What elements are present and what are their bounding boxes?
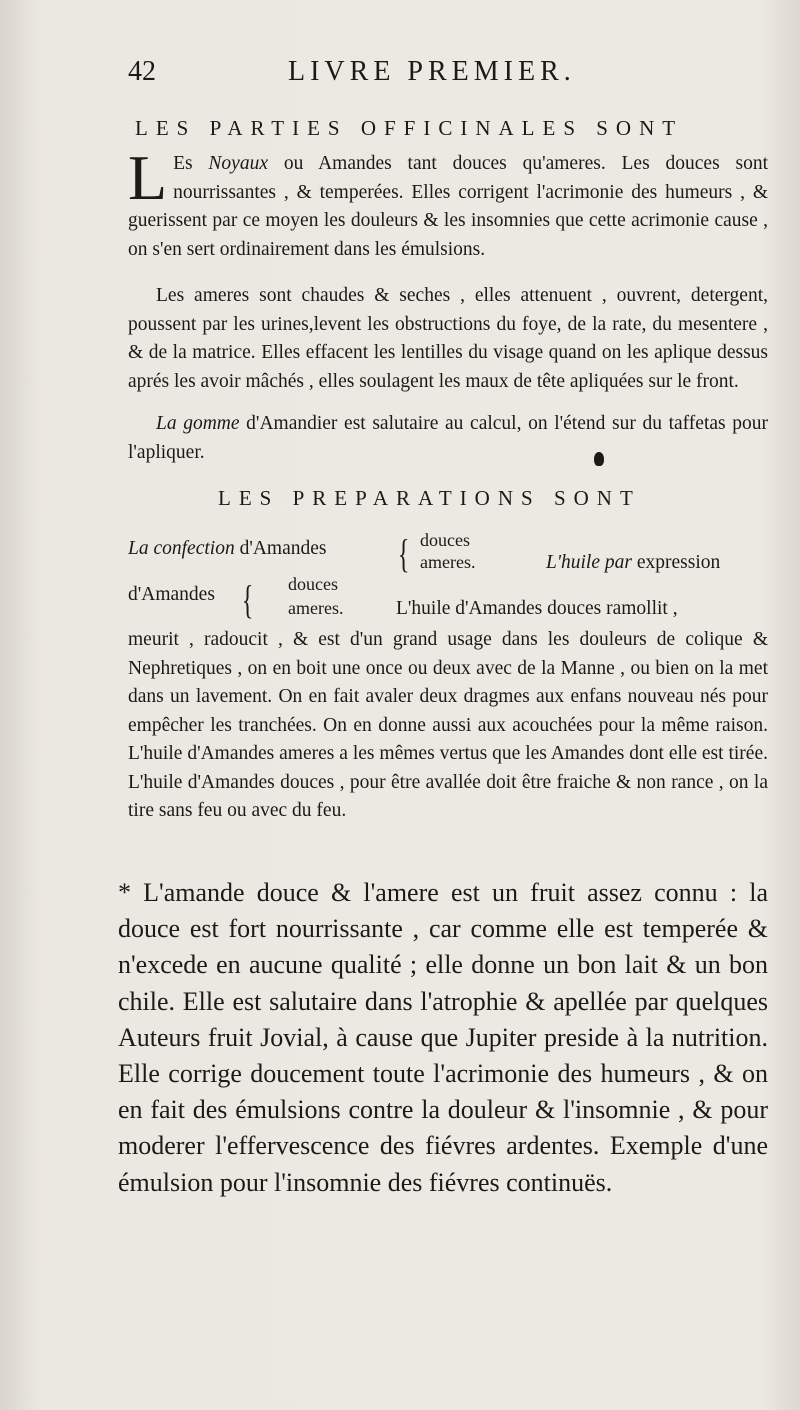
confection-label: La confection — [128, 538, 235, 559]
section-heading-preparations: LES PREPARATIONS SONT — [218, 486, 641, 510]
para1-intro: Es — [173, 153, 209, 174]
paragraph-huile: meurit , radoucit , & est d'un grand usage dans les douleurs de colique & Nephretiques , on en boit une once ou deux avec de la Manne , ou bien on la met dans un lavement. On en fait avaler deux dragmes aux enfans nouveau nés pour empêcher les tranchées. On en donne aussi aux acouchées pour la même raison. L'huile d'Amandes ameres a les mêmes vertus que les Amandes dont elle est tirée. L'huile d'Amandes douces , pour être avallée doit être fraiche & non rance , on la tire sans feu ou avec du feu. — [128, 629, 768, 821]
brace-1: { — [397, 531, 410, 576]
page-number: 42 — [128, 56, 156, 87]
paragraph-noyaux — [128, 142, 768, 264]
para3-text: d'Amandier est salutaire au calcul, on l'étend sur du taffetas pour l'apliquer. — [128, 413, 768, 463]
para2-text: Les ameres sont chaudes & seches , elles attenuent , ouvrent, detergent, poussent par les urines,levent les obstructions du foye, de la rate, du mesentere , & de la matrice. Elles effacent les lentilles du visage quand on les aplique dessus aprés les avoir mâchés , elles soulagent les maux de tête apliquées sur le front. — [128, 285, 768, 392]
huile-option-douces: douces — [288, 574, 338, 594]
huile-option-ameres: ameres. — [288, 598, 344, 618]
confection-of: d'Amandes — [234, 538, 327, 559]
huile-label: L'huile par — [546, 552, 632, 573]
paragraph-gomme — [128, 410, 768, 467]
footnote-amande: * L'amande douce & l'amere est un fruit assez connu : la douce est fort nourrissante , car comme elle est temperée & n'excede en aucune qualité ; elle donne un bon lait & un bon chile. Elle est salutaire dans l'atrophie & apellée par quelques Auteurs fruit Jovial, à cause que Jupiter preside à la nutrition. Elle corrige doucement toute l'acrimonie des humeurs , & on en fait des émulsions contre la douleur & l'insomnie , & pour moderer l'effervescence des fiévres ardentes. Exemple d'une émulsion pour l'insomnie des fiévres continuës. — [118, 878, 768, 1197]
page-header — [128, 52, 658, 92]
brace-2: { — [241, 577, 254, 622]
drop-cap: L — [128, 142, 168, 213]
ornament-mark — [594, 452, 604, 466]
para1-text: ou Amandes tant douces qu'ameres. Les douces sont nourrissantes , & temperées. Elles corrigent l'acrimonie des humeurs , & guerissent par ce moyen les douleurs & les insomnies que cette acrimonie cause , on s'en sert ordinairement dans les émulsions. — [128, 153, 768, 260]
huile-after: L'huile d'Amandes douces ramollit , — [396, 598, 678, 619]
running-title: LIVRE PREMIER. — [288, 56, 576, 87]
huile-row — [128, 572, 778, 624]
section-heading-parties: LES PARTIES OFFICINALES SONT — [135, 116, 684, 140]
huile-rest: expression — [631, 552, 721, 573]
huile-amandes: d'Amandes — [128, 584, 215, 605]
confection-option-ameres: ameres. — [420, 552, 476, 572]
para1-italic: Noyaux — [208, 153, 268, 174]
confection-option-douces: douces — [420, 530, 470, 550]
paragraph-ameres — [128, 282, 768, 396]
para3-italic: La gomme — [156, 413, 240, 434]
